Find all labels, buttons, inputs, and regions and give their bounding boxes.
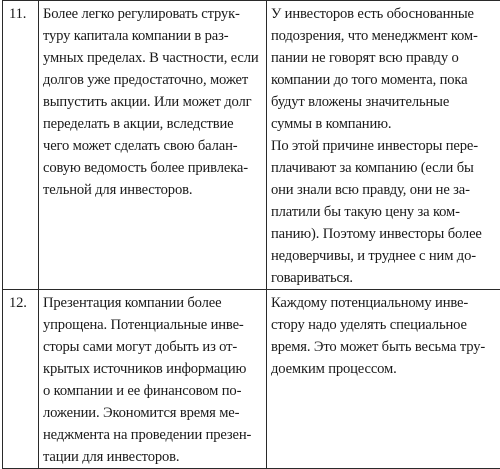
left-cell <box>39 1 267 290</box>
comparison-table <box>2 0 500 469</box>
text-line: панию). Поэтому инвесторы более <box>271 223 497 245</box>
text-line: платили бы такую цену за ком- <box>271 201 497 223</box>
text-line: компании до того момента, пока <box>271 69 497 91</box>
text-line: По этой причине инвесторы пере- <box>271 135 497 157</box>
text-line: суммы в компанию. <box>271 113 497 135</box>
text-line: неджмента на проведении презен- <box>43 424 263 446</box>
text-line: плачивают за компанию (если бы <box>271 157 497 179</box>
row-number <box>3 1 39 290</box>
text-line: доемким процессом. <box>271 358 497 380</box>
text-line: тации для инвесторов. <box>43 446 263 468</box>
row-number-text: 12. <box>9 292 35 314</box>
text-line: говариваться. <box>271 267 497 289</box>
text-line: пании не говорят всю правду о <box>271 47 497 69</box>
text-line: тельной для инвесторов. <box>43 179 263 201</box>
text-line: Более легко регулировать струк- <box>43 3 263 25</box>
text-line: они знали всю правду, они не за- <box>271 179 497 201</box>
text-line: Каждому потенциальному инве- <box>271 292 497 314</box>
text-line: ложении. Экономится время ме- <box>43 402 263 424</box>
text-line: У инвесторов есть обоснованные <box>271 3 497 25</box>
text-line: будут вложены значительные <box>271 91 497 113</box>
right-cell <box>267 1 500 290</box>
text-line: о компании и ее финансовом по- <box>43 380 263 402</box>
text-line: умных пределах. В частности, если <box>43 47 263 69</box>
text-line: время. Это может быть весьма тру- <box>271 336 497 358</box>
text-line: сторы сами могут добыть из от- <box>43 336 263 358</box>
text-line: переделать в акции, вследствие <box>43 113 263 135</box>
text-line: стору надо уделять специальное <box>271 314 497 336</box>
table-row <box>3 1 500 290</box>
text-line: недоверчивы, и труднее с ним до- <box>271 245 497 267</box>
text-line: Презентация компании более <box>43 292 263 314</box>
text-line: крытых источников информацию <box>43 358 263 380</box>
text-line: выпустить акции. Или может долг <box>43 91 263 113</box>
text-line: упрощена. Потенциальные инве- <box>43 314 263 336</box>
text-line: туру капитала компании в раз- <box>43 25 263 47</box>
text-line: долгов уже предостаточно, может <box>43 69 263 91</box>
text-line: подозрения, что менеджмент ком- <box>271 25 497 47</box>
row-number <box>3 290 39 469</box>
right-cell <box>267 290 500 469</box>
table-row <box>3 290 500 469</box>
row-number-text: 11. <box>9 3 35 25</box>
left-cell <box>39 290 267 469</box>
text-line: чего может сделать свою балан- <box>43 135 263 157</box>
text-line: совую ведомость более привлека- <box>43 157 263 179</box>
